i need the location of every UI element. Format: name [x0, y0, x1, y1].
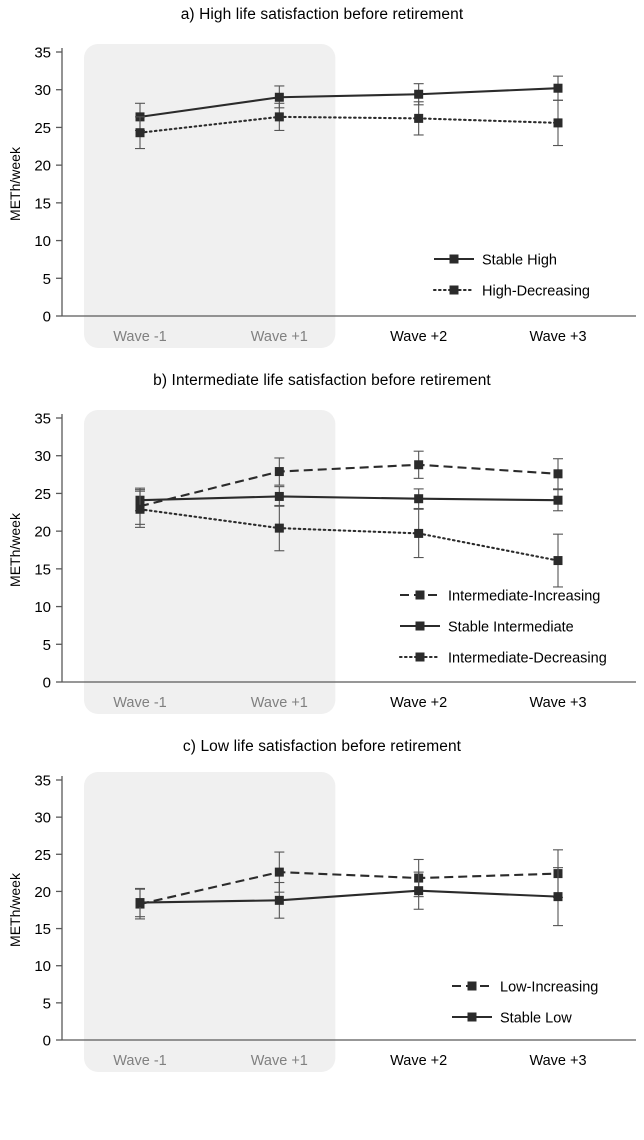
y-tick-label: 35 — [34, 44, 51, 62]
legend-entry — [400, 651, 607, 667]
panel-b-svg — [0, 392, 644, 732]
series-marker — [414, 90, 423, 99]
y-tick-label: 25 — [34, 485, 51, 503]
y-tick-label: 5 — [42, 636, 51, 654]
panel-c-title: c) Low life satisfaction before retirement — [182, 738, 462, 755]
series-marker — [554, 469, 563, 478]
series-marker — [554, 118, 563, 127]
series-marker — [414, 494, 423, 503]
x-category-label: Wave +3 — [529, 329, 587, 345]
panel-a-svg — [0, 26, 644, 366]
y-tick-label: 35 — [34, 410, 51, 428]
x-category-label: Wave -1 — [113, 329, 167, 345]
shaded-region — [84, 44, 335, 348]
series-marker — [554, 892, 563, 901]
series-marker — [414, 114, 423, 123]
x-category-label: Wave +1 — [250, 1053, 308, 1069]
y-tick-label: 10 — [34, 958, 51, 976]
panel-a-title: a) High life satisfaction before retirement — [180, 6, 464, 23]
series-marker — [136, 505, 145, 514]
y-tick-label: 20 — [34, 883, 51, 901]
y-tick-label: 30 — [34, 82, 51, 100]
y-tick-label: 25 — [34, 846, 51, 864]
panel-c-svg — [0, 758, 644, 1088]
series-marker — [414, 529, 423, 538]
panel-b-title: b) Intermediate life satisfaction before retirement — [153, 372, 491, 389]
series-marker — [275, 524, 284, 533]
legend-label: Intermediate-Decreasing — [448, 650, 607, 667]
x-category-label: Wave +1 — [250, 329, 308, 345]
panel-b-plot — [0, 392, 644, 732]
series-marker — [275, 112, 284, 121]
panel-a-plot — [0, 26, 644, 366]
y-tick-label: 5 — [42, 270, 51, 288]
legend-entry — [434, 253, 557, 269]
x-category-label: Wave +3 — [529, 695, 587, 711]
panel-b — [0, 366, 644, 732]
legend-entry — [434, 284, 590, 300]
series-marker — [414, 460, 423, 469]
series-marker — [136, 898, 145, 907]
legend-label: Intermediate-Increasing — [448, 588, 601, 605]
legend-entry — [452, 980, 598, 996]
series-marker — [275, 868, 284, 877]
legend-label: Stable Intermediate — [448, 619, 574, 636]
y-tick-label: 0 — [42, 1032, 51, 1050]
legend-label: Low-Increasing — [500, 979, 599, 996]
series-marker — [275, 492, 284, 501]
panel-c-plot — [0, 758, 644, 1088]
y-axis-title: METh/week — [7, 873, 23, 947]
series-marker — [136, 128, 145, 137]
y-axis-title: METh/week — [7, 513, 23, 587]
y-tick-label: 0 — [42, 674, 51, 692]
shaded-region — [84, 410, 335, 714]
y-axis-title: METh/week — [7, 147, 23, 221]
y-tick-label: 15 — [34, 921, 51, 939]
legend-entry — [400, 589, 600, 605]
legend-label: Stable Low — [500, 1010, 572, 1027]
legend-label: High-Decreasing — [482, 283, 590, 300]
x-category-label: Wave -1 — [113, 695, 167, 711]
x-category-label: Wave +2 — [390, 1053, 448, 1069]
series-marker — [275, 467, 284, 476]
legend-label: Stable High — [482, 252, 557, 269]
series-marker — [554, 84, 563, 93]
x-category-label: Wave +3 — [529, 1053, 587, 1069]
y-tick-label: 10 — [34, 599, 51, 617]
y-tick-label: 10 — [34, 233, 51, 251]
y-tick-label: 35 — [34, 772, 51, 790]
series-marker — [414, 886, 423, 895]
y-tick-label: 30 — [34, 809, 51, 827]
panel-c — [0, 732, 644, 1088]
y-tick-label: 20 — [34, 157, 51, 175]
legend-entry — [400, 620, 574, 636]
series-marker — [554, 556, 563, 565]
x-category-label: Wave +2 — [390, 695, 448, 711]
y-tick-label: 15 — [34, 195, 51, 213]
panel-a — [0, 0, 644, 366]
y-tick-label: 25 — [34, 119, 51, 137]
x-category-label: Wave +1 — [250, 695, 308, 711]
y-tick-label: 15 — [34, 561, 51, 579]
y-tick-label: 20 — [34, 523, 51, 541]
series-marker — [275, 896, 284, 905]
y-tick-label: 30 — [34, 448, 51, 466]
shaded-region — [84, 772, 335, 1072]
series-marker — [275, 93, 284, 102]
legend-entry — [452, 1011, 572, 1027]
x-category-label: Wave +2 — [390, 329, 448, 345]
y-tick-label: 5 — [42, 995, 51, 1013]
series-marker — [554, 496, 563, 505]
x-category-label: Wave -1 — [113, 1053, 167, 1069]
y-tick-label: 0 — [42, 308, 51, 326]
